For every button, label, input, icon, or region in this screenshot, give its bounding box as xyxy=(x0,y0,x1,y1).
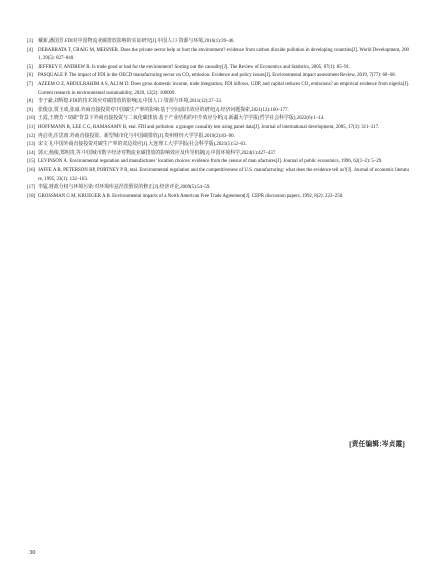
reference-item xyxy=(27,98,409,107)
reference-number: [11] xyxy=(27,124,35,130)
reference-number: [18] xyxy=(27,193,36,199)
reference-text: JAFFE A B, PETERSON RP, PORTNEY P R, etal. Environmental regulation and the competitiveness of U.S. manufacturing: what does the evidence tell us?[J]. Journal of economic literature, 1995, 33(1): 132–163. xyxy=(38,167,409,182)
reference-text: HOFFMANN R, LEE C G, RAMASAMY B, etal. FDI and pollution: a granger causality test using panel data[J]. Journal of international development, 2005, 17(3): 311–317. xyxy=(38,124,380,130)
reference-item xyxy=(27,133,409,142)
reference-text: 宋文飞.中国外商直接投资对碳生产率的双边效应[J].大连理工大学学报(社会科学版),2021(5):52–63. xyxy=(38,142,247,148)
reference-number: [13] xyxy=(27,142,36,148)
reference-text: AZEEM O Z, ABDULRAHIM A S, ALI M D. Does gross domestic income, trade integration, FDI inflows, GDP, and capital reduces CO₂ emissions? an empirical evidence from nigeria[J]. Current research in environmental sustainability, 2020, 12(2): 100009. xyxy=(38,81,409,96)
reference-item xyxy=(27,167,409,184)
reference-number: [7] xyxy=(27,81,33,87)
reference-item xyxy=(27,124,409,133)
reference-text: 王霞,王晓芳.“双碳”背景下外商直接投资与二氧化碳排放:基于产业结构的中介效应分析[J].新疆大学学报(哲学社会科学版),2022(6):1–14. xyxy=(38,116,325,122)
page-number: 30 xyxy=(29,549,36,556)
reference-number: [3] xyxy=(27,39,33,44)
reference-item xyxy=(27,158,409,167)
reference-item xyxy=(27,47,409,64)
reference-list xyxy=(27,38,409,201)
reference-text: 冉启英,任思雨.外商直接投资、新型城市化与中国碳排放[J].贵州财经大学学报,2019(2):83–90. xyxy=(38,133,235,139)
reference-number: [8] xyxy=(27,99,33,105)
reference-item xyxy=(27,38,409,47)
reference-item xyxy=(27,81,409,98)
reference-text: PASQUALE P. The impact of FDI in the OECD manufacturing sector on CO₂ emission: Evidence and policy issues[J]. Environmental impact assessment Review, 2019, 7(77): 60–68. xyxy=(38,73,396,79)
reference-item xyxy=(27,72,409,81)
reference-item xyxy=(27,141,409,150)
reference-item xyxy=(27,107,409,116)
reference-number: [9] xyxy=(27,107,33,113)
reference-number: [6] xyxy=(27,73,33,79)
reference-number: [5] xyxy=(27,64,33,70)
responsible-editor-note: [责任编辑:岑贞霞] xyxy=(349,441,405,448)
reference-item xyxy=(27,193,409,202)
reference-text: 李猛.财政分权与环境污染:对环境库兹涅茨假说的修正[J].经济评论,2009(5):54–59. xyxy=(38,185,211,191)
reference-item xyxy=(27,115,409,124)
reference-number: [14] xyxy=(27,150,36,156)
reference-text: 李子豪,刘辉煌.FDI的技术效应对碳排放的影响[J].中国人口·资源与环境,2011(12):27–33. xyxy=(38,99,223,105)
reference-text: GROSSMAN G M, KRUEGER A B. Environmental impacts of a North American Free Trade Agreement[J]. CEPR discussion papers, 1992, 8(2): 223–250. xyxy=(38,193,344,199)
reference-number: [17] xyxy=(27,185,36,191)
reference-text: 张俊彦,贾玉成,张诚.外商直接投资对中国碳生产率的影响:基于空间溢出效应的研究[J].经济问题探索,2021(12):160–177. xyxy=(38,107,289,113)
reference-number: [15] xyxy=(27,159,36,165)
reference-text: DEBABRATA T, CRAIG M, MEISNER. Does the private sector help or hurt the environment? evidence from carbon dioxide pollution in developing countries[J]. World Development, 2001, 29(5): 827–840. xyxy=(38,47,409,62)
reference-item xyxy=(27,184,409,193)
reference-text: JEFFREY F, ANDREW R. Is trade good or bad for the environment? Sorting out the causality[J]. The Review of Economics and Statistics, 2005, 87(1): 85–91. xyxy=(38,64,351,70)
reference-item xyxy=(27,64,409,73)
reference-number: [4] xyxy=(27,47,33,53)
reference-number: [12] xyxy=(27,133,36,139)
reference-number: [16] xyxy=(27,167,36,173)
reference-item xyxy=(27,150,409,159)
reference-text: 戴新,潘国芳.FDI对中国物流业碳排放影响的实证研究[J].中国人口·资源与环境,2016(1):39–46. xyxy=(38,39,235,44)
reference-number: [10] xyxy=(27,116,36,122)
reference-text: LEVINSON A. Environmental regulation and manufactures’ location choices: evidence from the census of man ufactures[J]. Journal of public economics, 1996, 62(1–2): 5–29. xyxy=(38,159,383,165)
reference-text: 郭元,杨俊,郑明贵,等.中国城市数字经济对物流业碳排放的影响效应及传导机制[J].中国环境科学,2024(1):427–437. xyxy=(38,150,277,156)
